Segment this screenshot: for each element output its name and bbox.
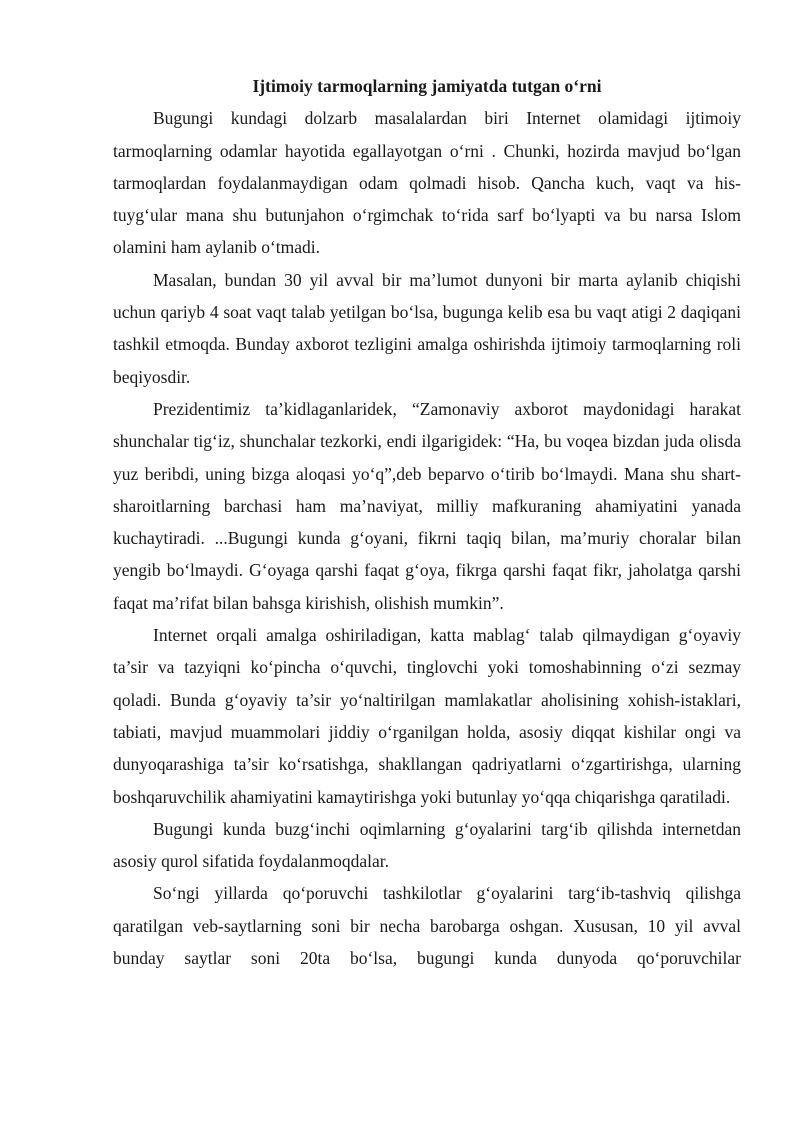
paragraph-5: Bugungi kunda buzg‘inchi oqimlarning g‘oyalarini targ‘ib qilishda internetdan asosiy qurol sifatida foydalanmoqdalar.: [113, 818, 741, 872]
paragraph-3: Prezidentimiz ta’kidlaganlaridek, “Zamonaviy axborot maydonidagi harakat shunchalar tig‘iz, shunchalar tezkorki, endi ilgarigidek: “Ha, bu voqea bizdan juda olisda yuz beribdi, uning bizga aloqasi yo‘q”,deb beparvo o‘tirib bo‘lmaydi. Mana shu shart-sharoitlarning barchasi ham ma’naviyat, milliy mafkuraning ahamiyatini yanada kuchaytiradi. ...Bugungi kunda g‘oyani, fikrni taqiq bilan, ma’muriy choralar bilan yengib bo‘lmaydi. G‘oyaga qarshi faqat g‘oya, fikrga qarshi faqat fikr, jaholatga qarshi faqat ma’rifat bilan bahsga kirishish, olishish mumkin”.: [113, 398, 741, 613]
paragraph-1: Bugungi kundagi dolzarb masalalardan biri Internet olamidagi ijtimoiy tarmoqlarning odamlar hayotida egallayotgan o‘rni . Chunki, hozirda mavjud bo‘lgan tarmoqlardan foydalanmaydigan odam qolmadi hisob. Qancha kuch, vaqt va his- tuyg‘ular mana shu butunjahon o‘rgimchak to‘rida sarf bo‘lyapti va bu narsa Islom olamini ham aylanib o‘tmadi.: [113, 108, 741, 258]
paragraph-2: Masalan, bundan 30 yil avval bir ma’lumot dunyoni bir marta aylanib chiqishi uchun qariyb 4 soat vaqt talab yetilgan bo‘lsa, bugunga kelib esa bu vaqt atigi 2 daqiqani tashkil etmoqda. Bunday axborot tezligini amalga oshirishda ijtimoiy tarmoqlarning roli beqiyosdir.: [113, 269, 741, 387]
document-title: Ijtimoiy tarmoqlarning jamiyatda tutgan o‘rni: [252, 76, 602, 96]
paragraph-6: So‘ngi yillarda qo‘poruvchi tashkilotlar g‘oyalarini targ‘ib-tashviq qilishga qaratilgan veb-saytlarning soni bir necha barobarga oshgan. Xususan, 10 yil avval bunday saytlar soni 20ta bo‘lsa, bugungi kunda dunyoda qo‘poruvchilar: [113, 883, 741, 969]
paragraph-4: Internet orqali amalga oshiriladigan, katta mablag‘ talab qilmaydigan g‘oyaviy ta’sir va tazyiqni ko‘pincha o‘quvchi, tinglovchi yoki tomoshabinning o‘zi sezmay qoladi. Bunda g‘oyaviy ta’sir yo‘naltirilgan mamlakatlar aholisining xohish-istaklari, tabiati, mavjud muammolari jiddiy o‘rganilgan holda, asosiy diqqat kishilar ongi va dunyoqarashiga ta’sir ko‘rsatishga, shakllangan qadriyatlarni o‘zgartirishga, ularning boshqaruvchilik ahamiyatini kamaytirishga yoki butunlay yo‘qqa chiqarishga qaratiladi.: [113, 625, 741, 807]
document-page: [113, 70, 741, 974]
